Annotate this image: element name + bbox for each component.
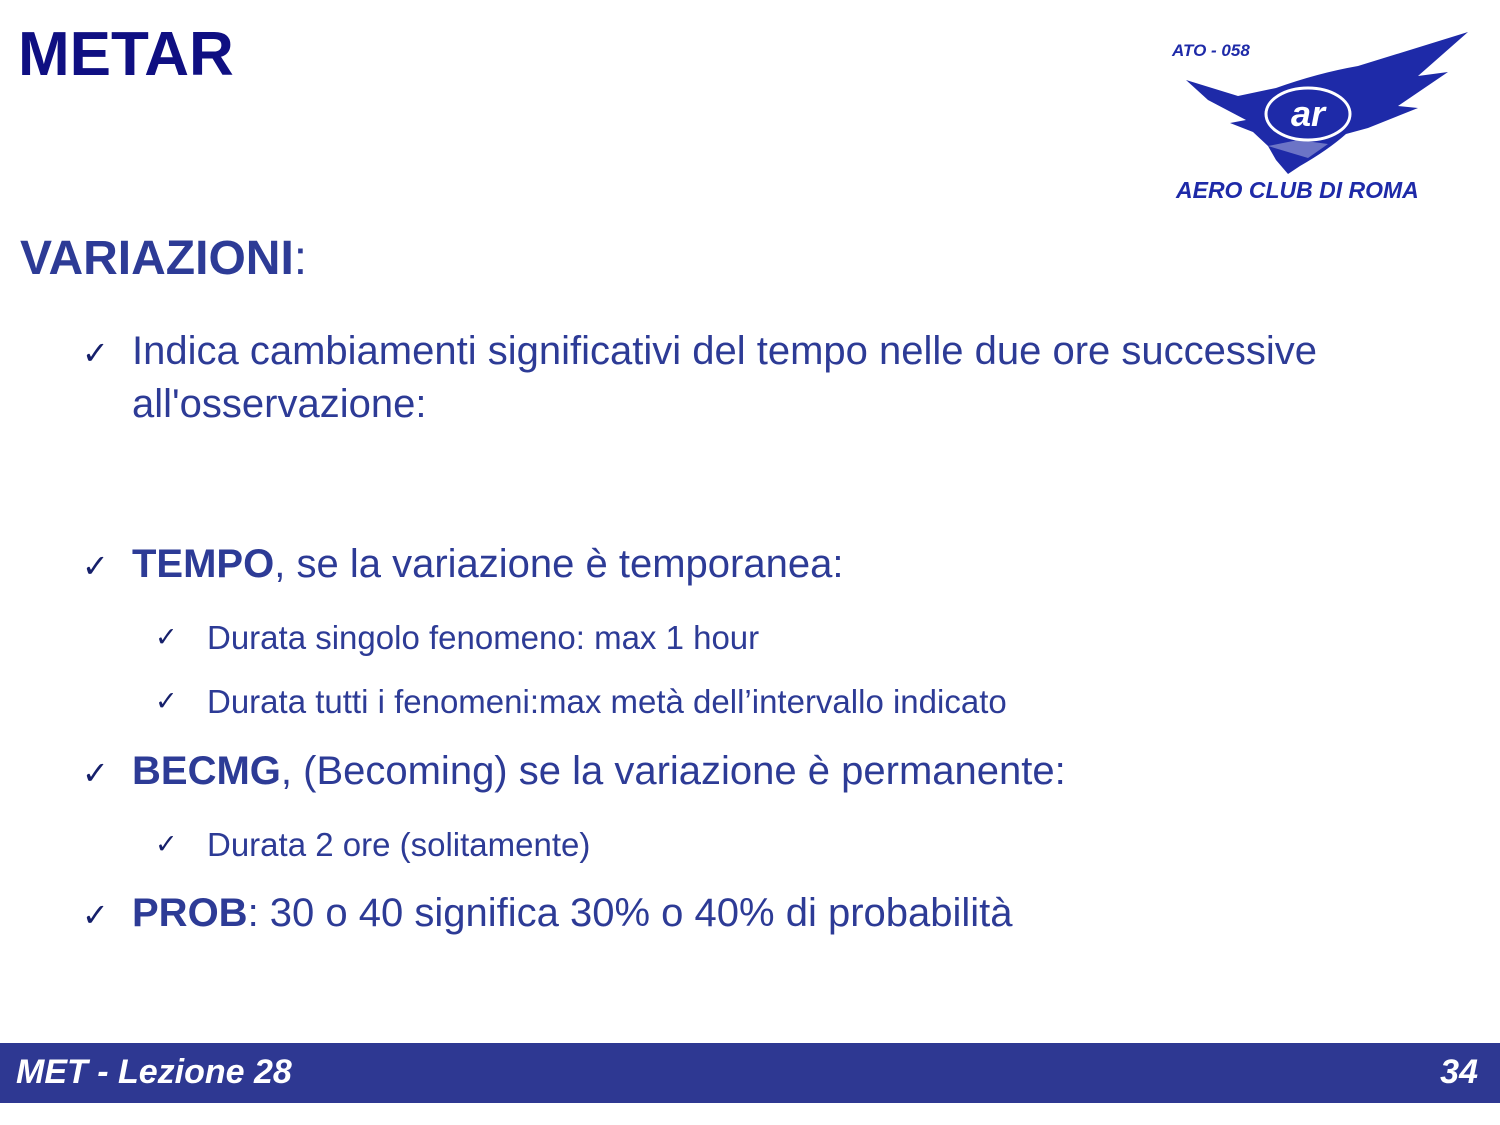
slide-title: METAR xyxy=(18,20,234,89)
bullet-text: , se la variazione è temporanea: xyxy=(274,542,844,586)
checkmark-icon: ✓ xyxy=(82,547,109,585)
bullet-text: Indica cambiamenti significativi del tempo nelle due ore successive all'osservazione: xyxy=(132,329,1318,426)
sub-bullet-item xyxy=(155,680,1455,724)
section-heading-colon: : xyxy=(293,232,308,285)
bullet-item xyxy=(82,325,1482,431)
bullet-item xyxy=(82,745,1482,798)
page-number: 34 xyxy=(1440,1053,1478,1091)
bullet-text: Durata 2 ore (solitamente) xyxy=(207,826,591,863)
checkmark-icon: ✓ xyxy=(155,622,178,653)
bullet-item xyxy=(82,538,1482,591)
bullet-text: , (Becoming) se la variazione è permanente: xyxy=(280,749,1066,793)
section-heading xyxy=(20,230,307,288)
footer-bar xyxy=(0,1043,1500,1103)
checkmark-icon: ✓ xyxy=(82,754,109,792)
checkmark-icon: ✓ xyxy=(155,829,178,860)
logo-bottom-text: AERO CLUB DI ROMA xyxy=(1176,177,1419,203)
section-heading-label: VARIAZIONI xyxy=(20,232,294,285)
sub-bullet-item xyxy=(155,823,1455,867)
checkmark-icon: ✓ xyxy=(82,896,109,934)
bullet-bold: PROB xyxy=(132,891,248,935)
checkmark-icon: ✓ xyxy=(82,334,109,372)
bullet-bold: BECMG xyxy=(132,749,281,793)
aero-club-roma-logo xyxy=(1168,28,1478,208)
bullet-text: : 30 o 40 significa 30% o 40% di probabilità xyxy=(247,891,1013,935)
logo-top-text: ATO - 058 xyxy=(1172,41,1250,60)
bullet-text: Durata singolo fenomeno: max 1 hour xyxy=(207,619,760,656)
checkmark-icon: ✓ xyxy=(155,686,178,717)
bullet-text: Durata tutti i fenomeni:max metà dell’intervallo indicato xyxy=(207,683,1007,720)
bullet-bold: TEMPO xyxy=(132,542,275,586)
logo-emblem-text: ar xyxy=(1290,93,1326,134)
footer-lesson-label: MET - Lezione 28 xyxy=(16,1053,292,1091)
bullet-item xyxy=(82,887,1482,940)
sub-bullet-item xyxy=(155,616,1455,660)
